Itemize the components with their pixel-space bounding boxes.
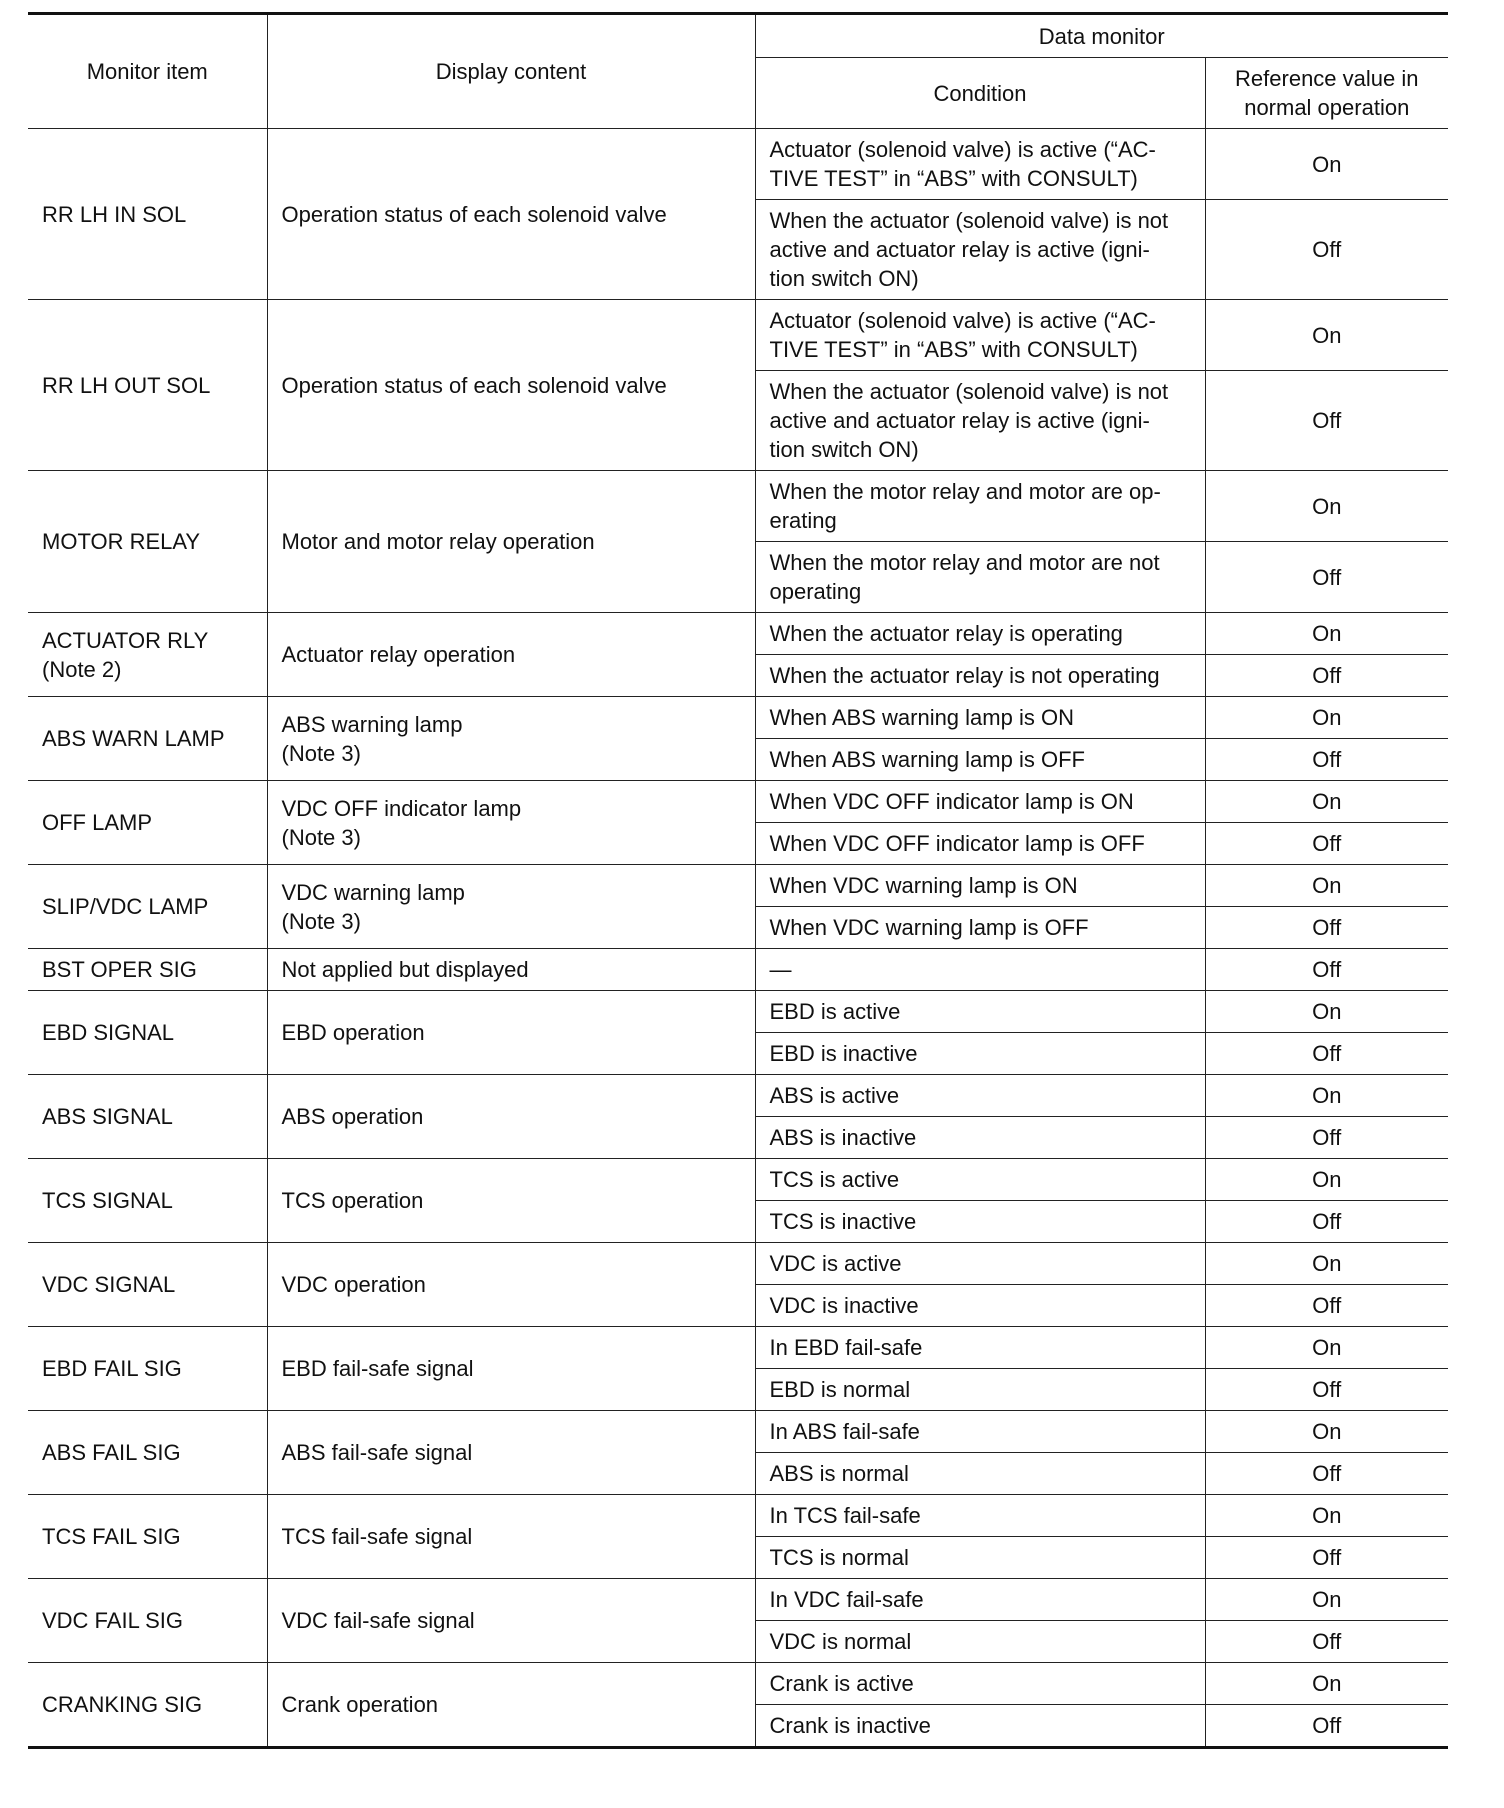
monitor-item-cell: ABS WARN LAMP [28, 697, 267, 781]
condition-cell: When the motor relay and motor are op- erating [755, 471, 1205, 542]
display-content-cell: Crank operation [267, 1663, 755, 1748]
condition-cell: When the actuator (solenoid valve) is not active and actuator relay is active (igni- tion switch ON) [755, 200, 1205, 300]
table-row [28, 129, 1448, 200]
display-content-cell: TCS fail-safe signal [267, 1495, 755, 1579]
reference-value-cell: On [1205, 991, 1448, 1033]
table-row [28, 1579, 1448, 1621]
reference-value-cell: Off [1205, 200, 1448, 300]
reference-value-cell: Off [1205, 907, 1448, 949]
table-row [28, 1243, 1448, 1285]
display-content-cell: VDC fail-safe signal [267, 1579, 755, 1663]
condition-cell: When VDC OFF indicator lamp is OFF [755, 823, 1205, 865]
reference-value-cell: On [1205, 1579, 1448, 1621]
reference-value-cell: Off [1205, 1537, 1448, 1579]
data-monitor-table [28, 12, 1448, 1749]
condition-cell: TCS is normal [755, 1537, 1205, 1579]
condition-cell: — [755, 949, 1205, 991]
header-condition: Condition [755, 58, 1205, 129]
display-content-cell: ABS operation [267, 1075, 755, 1159]
condition-cell: TCS is inactive [755, 1201, 1205, 1243]
reference-value-cell: On [1205, 1663, 1448, 1705]
reference-value-cell: On [1205, 471, 1448, 542]
reference-value-cell: On [1205, 613, 1448, 655]
table-row [28, 1159, 1448, 1201]
condition-cell: Actuator (solenoid valve) is active (“AC- TIVE TEST” in “ABS” with CONSULT) [755, 129, 1205, 200]
reference-value-cell: On [1205, 1327, 1448, 1369]
condition-cell: When VDC OFF indicator lamp is ON [755, 781, 1205, 823]
table-row [28, 949, 1448, 991]
monitor-item-cell: TCS FAIL SIG [28, 1495, 267, 1579]
reference-value-cell: On [1205, 1243, 1448, 1285]
display-content-cell: VDC warning lamp (Note 3) [267, 865, 755, 949]
table-row [28, 1495, 1448, 1537]
reference-value-cell: Off [1205, 1705, 1448, 1748]
monitor-item-cell: RR LH OUT SOL [28, 300, 267, 471]
condition-cell: EBD is inactive [755, 1033, 1205, 1075]
condition-cell: In ABS fail-safe [755, 1411, 1205, 1453]
table-row [28, 300, 1448, 371]
reference-value-cell: Off [1205, 1621, 1448, 1663]
header-data-monitor: Data monitor [755, 14, 1448, 58]
monitor-item-cell: EBD FAIL SIG [28, 1327, 267, 1411]
reference-value-cell: On [1205, 697, 1448, 739]
condition-cell: In TCS fail-safe [755, 1495, 1205, 1537]
condition-cell: ABS is active [755, 1075, 1205, 1117]
reference-value-cell: Off [1205, 823, 1448, 865]
condition-cell: When the actuator relay is operating [755, 613, 1205, 655]
reference-value-cell: On [1205, 1075, 1448, 1117]
condition-cell: ABS is inactive [755, 1117, 1205, 1159]
table-body [28, 129, 1448, 1748]
monitor-item-cell: CRANKING SIG [28, 1663, 267, 1748]
header-display-content: Display content [267, 14, 755, 129]
reference-value-cell: Off [1205, 1033, 1448, 1075]
display-content-cell: EBD fail-safe signal [267, 1327, 755, 1411]
condition-cell: When VDC warning lamp is ON [755, 865, 1205, 907]
condition-cell: VDC is active [755, 1243, 1205, 1285]
condition-cell: ABS is normal [755, 1453, 1205, 1495]
reference-value-cell: On [1205, 1159, 1448, 1201]
reference-value-cell: On [1205, 300, 1448, 371]
reference-value-cell: Off [1205, 1201, 1448, 1243]
reference-value-cell: Off [1205, 371, 1448, 471]
display-content-cell: TCS operation [267, 1159, 755, 1243]
display-content-cell: ABS warning lamp (Note 3) [267, 697, 755, 781]
table-row [28, 1411, 1448, 1453]
monitor-item-cell: TCS SIGNAL [28, 1159, 267, 1243]
condition-cell: When the actuator (solenoid valve) is not active and actuator relay is active (igni- tion switch ON) [755, 371, 1205, 471]
reference-value-cell: Off [1205, 1117, 1448, 1159]
table-row [28, 781, 1448, 823]
table-row [28, 1663, 1448, 1705]
table-row [28, 865, 1448, 907]
display-content-cell: Operation status of each solenoid valve [267, 300, 755, 471]
condition-cell: Crank is inactive [755, 1705, 1205, 1748]
reference-value-cell: Off [1205, 1453, 1448, 1495]
header-monitor-item: Monitor item [28, 14, 267, 129]
header-reference-value: Reference value in normal operation [1205, 58, 1448, 129]
table-row [28, 1075, 1448, 1117]
display-content-cell: Motor and motor relay operation [267, 471, 755, 613]
data-monitor-sheet [28, 12, 1448, 1749]
display-content-cell: Not applied but displayed [267, 949, 755, 991]
reference-value-cell: On [1205, 1411, 1448, 1453]
monitor-item-cell: ABS FAIL SIG [28, 1411, 267, 1495]
reference-value-cell: Off [1205, 542, 1448, 613]
condition-cell: When ABS warning lamp is OFF [755, 739, 1205, 781]
reference-value-cell: Off [1205, 949, 1448, 991]
monitor-item-cell: SLIP/VDC LAMP [28, 865, 267, 949]
table-row [28, 697, 1448, 739]
condition-cell: When ABS warning lamp is ON [755, 697, 1205, 739]
display-content-cell: ABS fail-safe signal [267, 1411, 755, 1495]
reference-value-cell: On [1205, 865, 1448, 907]
table-row [28, 1327, 1448, 1369]
monitor-item-cell: MOTOR RELAY [28, 471, 267, 613]
condition-cell: When the motor relay and motor are not operating [755, 542, 1205, 613]
monitor-item-cell: BST OPER SIG [28, 949, 267, 991]
condition-cell: EBD is active [755, 991, 1205, 1033]
reference-value-cell: Off [1205, 1369, 1448, 1411]
condition-cell: VDC is normal [755, 1621, 1205, 1663]
reference-value-cell: Off [1205, 655, 1448, 697]
reference-value-cell: On [1205, 781, 1448, 823]
reference-value-cell: Off [1205, 739, 1448, 781]
condition-cell: When the actuator relay is not operating [755, 655, 1205, 697]
monitor-item-cell: RR LH IN SOL [28, 129, 267, 300]
condition-cell: Crank is active [755, 1663, 1205, 1705]
monitor-item-cell: ABS SIGNAL [28, 1075, 267, 1159]
display-content-cell: EBD operation [267, 991, 755, 1075]
table-row [28, 991, 1448, 1033]
monitor-item-cell: VDC FAIL SIG [28, 1579, 267, 1663]
table-row [28, 471, 1448, 542]
monitor-item-cell: ACTUATOR RLY (Note 2) [28, 613, 267, 697]
reference-value-cell: Off [1205, 1285, 1448, 1327]
monitor-item-cell: OFF LAMP [28, 781, 267, 865]
display-content-cell: Operation status of each solenoid valve [267, 129, 755, 300]
condition-cell: In VDC fail-safe [755, 1579, 1205, 1621]
header-row-top [28, 14, 1448, 58]
condition-cell: EBD is normal [755, 1369, 1205, 1411]
condition-cell: Actuator (solenoid valve) is active (“AC- TIVE TEST” in “ABS” with CONSULT) [755, 300, 1205, 371]
display-content-cell: Actuator relay operation [267, 613, 755, 697]
monitor-item-cell: EBD SIGNAL [28, 991, 267, 1075]
condition-cell: TCS is active [755, 1159, 1205, 1201]
monitor-item-cell: VDC SIGNAL [28, 1243, 267, 1327]
reference-value-cell: On [1205, 129, 1448, 200]
condition-cell: In EBD fail-safe [755, 1327, 1205, 1369]
condition-cell: VDC is inactive [755, 1285, 1205, 1327]
display-content-cell: VDC operation [267, 1243, 755, 1327]
display-content-cell: VDC OFF indicator lamp (Note 3) [267, 781, 755, 865]
table-row [28, 613, 1448, 655]
reference-value-cell: On [1205, 1495, 1448, 1537]
condition-cell: When VDC warning lamp is OFF [755, 907, 1205, 949]
